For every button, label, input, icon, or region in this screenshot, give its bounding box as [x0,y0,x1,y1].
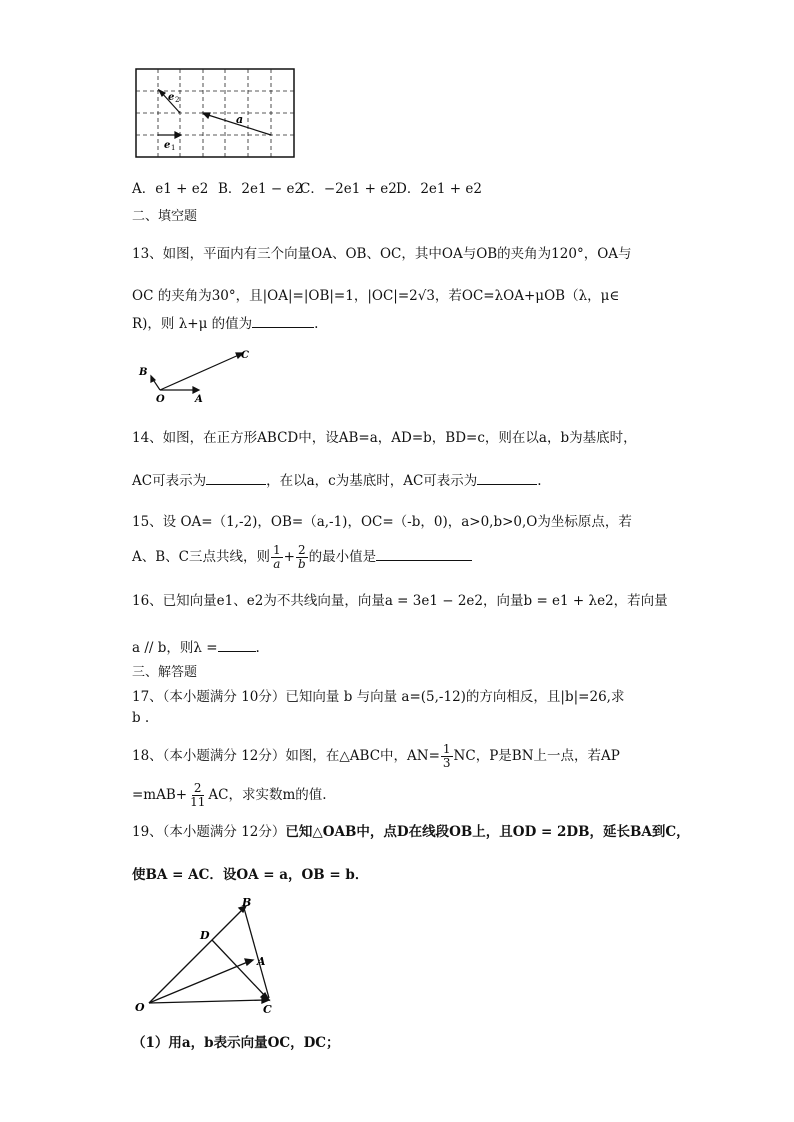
q19-line2: 使BA = AC．设OA = a，OB = b． [132,867,369,883]
q13-line2: OC 的夹角为30°，且|OA|=|OB|=1，|OC|=2√3，若OC=λOA+μOB（λ，μ∈ [132,288,620,304]
q19-label-b: B [242,896,252,909]
q18-line1: 18、（本小题满分 12分）如图，在△ABC中，AN= $\frac{1}{3}$ NC，P是BN上一点，若AP [132,742,620,770]
q13-label-a: A [195,394,203,405]
q15-fraction-2: $\frac{2}{b}$ [297,543,306,571]
q16-line2: a // b，则λ = . [132,637,260,657]
q17-line1: 17、（本小题满分 10分）已知向量 b 与向量 a=(5,-12)的方向相反，且|b|=26,求 [132,689,625,705]
q16-answer-blank[interactable] [218,637,256,652]
q13-line3: R)，则 λ+μ 的值为 . [132,313,318,333]
q14-line1: 14、如图，在正方形ABCD中，设AB=a，AD=b，BD=c，则在以a，b为基底时， [132,430,637,446]
q12-option-b: B．2e1 − e2 [218,181,304,197]
q14-answer-blank-2[interactable] [477,470,537,485]
q19-part1: （1）用a，b表示向量OC，DC； [132,1035,340,1051]
q15-line1: 15、设 OA=（1,-2)，OB=（a,-1)，OC=（-b，0)，a>0,b>0,O为坐标原点，若 [132,514,632,530]
q13-answer-blank[interactable] [252,313,314,328]
q18-fraction-2: $\frac{2}{11}$ [190,781,206,809]
q13-line1: 13、如图，平面内有三个向量OA、OB、OC，其中OA与OB的夹角为120°，OA与 [132,246,632,262]
q12-e2-label: e [168,92,175,103]
q17-line2: b . [132,710,150,726]
q19-label-a: A [257,955,266,968]
q14-answer-blank-1[interactable] [206,470,266,485]
q18-line2: =mAB+ $\frac{2}{11}$ AC，求实数m的值. [132,781,327,809]
q12-option-d: D．2e1 + e2 [396,181,482,197]
q16-line1: 16、已知向量e1、e2为不共线向量，向量a = 3e1 − 2e2，向量b = e1 + λe2，若向量 [132,593,668,609]
q15-line2: A、B、C三点共线，则 $\frac{1}{a}$ + $\frac{2}{b}$ 的最小值是 [132,544,472,571]
svg-text:1: 1 [171,144,176,152]
q12-option-a: A．e1 + e2 [132,181,209,197]
q19-label-d: D [200,929,210,942]
q12-option-c: C．−2e1 + e2 [300,181,397,197]
svg-text:2: 2 [175,96,180,104]
q18-fraction-1: $\frac{1}{3}$ [442,742,451,770]
q19-label-o: O [135,1001,145,1014]
q13-figure [135,345,255,409]
section-heading-fill-in: 二、填空题 [132,209,198,224]
q15-answer-blank[interactable] [376,546,472,561]
q13-label-b: B [139,367,148,378]
section-heading-solve: 三、解答题 [132,665,198,680]
q14-line2: AC可表示为 ，在以a，c为基底时，AC可表示为 . [132,470,542,490]
q19-label-c: C [263,1003,272,1016]
q12-e1-label: e [164,140,171,151]
q12-a-label: a [236,113,244,126]
q13-label-o: O [156,394,165,405]
q13-label-c: C [241,350,249,361]
q15-fraction-1: $\frac{1}{a}$ [273,543,281,571]
q19-line1: 19、（本小题满分 12分）已知△OAB中，点D在线段OB上，且OD = 2DB，延长BA到C， [132,824,690,840]
q19-figure [132,893,282,1025]
q12-grid-figure [135,68,297,164]
